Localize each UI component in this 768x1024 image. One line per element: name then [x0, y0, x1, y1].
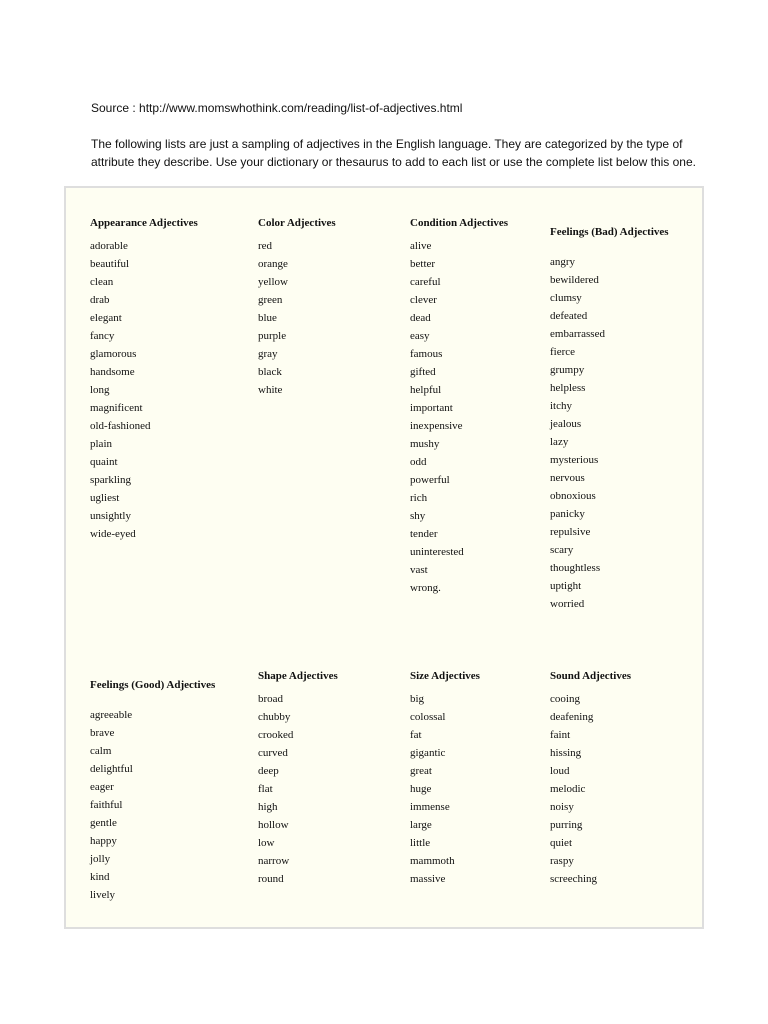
- adjective-item: nervous: [550, 472, 585, 484]
- adjective-item: inexpensive: [410, 420, 463, 432]
- adjective-item: lazy: [550, 436, 569, 448]
- word-list: [410, 690, 480, 888]
- adjective-item: gifted: [410, 366, 436, 378]
- adjective-item: easy: [410, 330, 430, 342]
- adjective-item: vast: [410, 564, 428, 576]
- column-feelings-bad: [550, 225, 669, 613]
- adjective-item: gentle: [90, 817, 117, 829]
- intro-line-2: attribute they describe. Use your dictionary or thesaurus to add to each list or use the complete list below this one.: [91, 155, 696, 169]
- column-title: Feelings (Bad) Adjectives: [550, 226, 669, 238]
- adjective-item: kind: [90, 871, 110, 883]
- adjective-item: handsome: [90, 366, 135, 378]
- column-title: Feelings (Good) Adjectives: [90, 679, 216, 691]
- adjective-item: eager: [90, 781, 114, 793]
- adjective-item: uninterested: [410, 546, 464, 558]
- adjective-item: thoughtless: [550, 562, 601, 574]
- column-title: Condition Adjectives: [410, 217, 509, 229]
- adjective-item: orange: [258, 258, 288, 270]
- adjective-item: obnoxious: [550, 490, 596, 502]
- adjective-item: white: [258, 384, 283, 396]
- word-list: [90, 706, 215, 904]
- word-list: [550, 253, 669, 613]
- adjective-item: clumsy: [550, 292, 582, 304]
- adjective-item: rich: [410, 492, 428, 504]
- adjective-item: clean: [90, 276, 114, 288]
- adjective-item: clever: [410, 294, 437, 306]
- adjective-item: fancy: [90, 330, 115, 342]
- column-color: [258, 216, 336, 399]
- adjective-item: tender: [410, 528, 438, 540]
- column-appearance: [90, 216, 198, 543]
- adjective-item: brave: [90, 727, 115, 739]
- adjective-item: lively: [90, 889, 116, 901]
- adjective-item: wrong.: [410, 582, 441, 594]
- adjective-item: noisy: [550, 801, 574, 813]
- adjective-item: immense: [410, 801, 450, 813]
- adjective-item: jealous: [550, 418, 582, 430]
- adjective-item: adorable: [90, 240, 128, 252]
- adjective-item: huge: [410, 783, 432, 795]
- adjective-item: helpless: [550, 382, 586, 394]
- adjective-item: purple: [258, 330, 287, 342]
- column-feelings-good: [90, 678, 215, 904]
- adjectives-table: [64, 186, 704, 929]
- adjective-item: elegant: [90, 312, 122, 324]
- adjective-item: long: [90, 384, 110, 396]
- word-list: [410, 237, 508, 597]
- adjective-item: worried: [550, 598, 585, 610]
- adjective-item: deep: [258, 765, 279, 777]
- adjective-item: mushy: [410, 438, 440, 450]
- adjective-item: famous: [410, 348, 443, 360]
- column-title: Size Adjectives: [410, 670, 480, 682]
- adjective-item: deafening: [550, 711, 594, 723]
- adjective-item: agreeable: [90, 709, 133, 721]
- adjective-item: fierce: [550, 346, 576, 358]
- adjective-item: purring: [550, 819, 583, 831]
- adjective-item: careful: [410, 276, 441, 288]
- adjective-item: melodic: [550, 783, 586, 795]
- adjective-item: flat: [258, 783, 273, 795]
- intro-line-1: The following lists are just a sampling of adjectives in the English language. They are categorized by the type of: [91, 137, 683, 151]
- adjective-item: round: [258, 873, 284, 885]
- adjective-item: black: [258, 366, 282, 378]
- adjective-item: alive: [410, 240, 432, 252]
- adjective-item: wide-eyed: [90, 528, 136, 540]
- adjective-item: jolly: [90, 853, 111, 865]
- adjective-item: better: [410, 258, 436, 270]
- source-line: Source : http://www.momswhothink.com/reading/list-of-adjectives.html: [91, 101, 463, 115]
- adjective-item: embarrassed: [550, 328, 605, 340]
- adjective-item: green: [258, 294, 283, 306]
- word-list: [258, 690, 338, 888]
- adjective-item: large: [410, 819, 432, 831]
- adjective-item: shy: [410, 510, 426, 522]
- column-title: Sound Adjectives: [550, 670, 631, 682]
- adjective-item: drab: [90, 294, 110, 306]
- adjective-item: yellow: [258, 276, 288, 288]
- adjective-item: raspy: [550, 855, 574, 867]
- adjective-item: low: [258, 837, 275, 849]
- adjective-item: big: [410, 693, 425, 705]
- adjective-item: hollow: [258, 819, 289, 831]
- word-list: [258, 237, 336, 399]
- adjective-item: panicky: [550, 508, 585, 520]
- adjective-item: sparkling: [90, 474, 131, 486]
- adjective-item: faithful: [90, 799, 123, 811]
- adjective-item: beautiful: [90, 258, 130, 270]
- word-list: [550, 690, 631, 888]
- adjective-item: delightful: [90, 763, 133, 775]
- adjective-item: ugliest: [90, 492, 120, 504]
- adjective-item: unsightly: [90, 510, 131, 522]
- word-list: [90, 237, 198, 543]
- column-title: Appearance Adjectives: [90, 217, 198, 229]
- adjective-item: angry: [550, 256, 576, 268]
- adjective-item: broad: [258, 693, 284, 705]
- adjective-item: faint: [550, 729, 571, 741]
- adjective-item: important: [410, 402, 453, 414]
- adjective-item: quaint: [90, 456, 118, 468]
- adjective-item: calm: [90, 745, 112, 757]
- adjective-item: loud: [550, 765, 570, 777]
- adjective-item: grumpy: [550, 364, 585, 376]
- adjective-item: massive: [410, 873, 446, 885]
- adjective-item: plain: [90, 438, 112, 450]
- adjective-item: fat: [410, 729, 422, 741]
- column-title: Shape Adjectives: [258, 670, 338, 682]
- column-sound: [550, 669, 631, 888]
- adjective-item: glamorous: [90, 348, 137, 360]
- adjective-item: dead: [410, 312, 431, 324]
- adjective-item: itchy: [550, 400, 572, 412]
- adjective-item: little: [410, 837, 431, 849]
- adjective-item: helpful: [410, 384, 442, 396]
- adjective-item: defeated: [550, 310, 588, 322]
- adjective-item: quiet: [550, 837, 572, 849]
- adjective-item: magnificent: [90, 402, 143, 414]
- adjective-item: colossal: [410, 711, 446, 723]
- adjective-item: screeching: [550, 873, 598, 885]
- adjective-item: red: [258, 240, 273, 252]
- adjective-item: blue: [258, 312, 277, 324]
- adjective-item: uptight: [550, 580, 582, 592]
- column-condition: [410, 216, 508, 597]
- adjective-item: mysterious: [550, 454, 599, 466]
- column-shape: [258, 669, 338, 888]
- adjective-item: great: [410, 765, 432, 777]
- adjective-item: bewildered: [550, 274, 599, 286]
- adjective-item: curved: [258, 747, 288, 759]
- adjective-item: old-fashioned: [90, 420, 151, 432]
- adjective-item: gigantic: [410, 747, 446, 759]
- adjective-item: chubby: [258, 711, 291, 723]
- column-size: [410, 669, 480, 888]
- adjective-item: scary: [550, 544, 574, 556]
- adjective-item: repulsive: [550, 526, 591, 538]
- adjective-item: narrow: [258, 855, 290, 867]
- adjective-item: crooked: [258, 729, 294, 741]
- adjective-item: odd: [410, 456, 427, 468]
- adjective-item: mammoth: [410, 855, 455, 867]
- adjective-item: happy: [90, 835, 117, 847]
- adjective-item: high: [258, 801, 278, 813]
- adjective-item: hissing: [550, 747, 582, 759]
- adjective-item: gray: [258, 348, 278, 360]
- column-title: Color Adjectives: [258, 217, 336, 229]
- adjective-item: cooing: [550, 693, 580, 705]
- adjective-item: powerful: [410, 474, 450, 486]
- intro-paragraph: [91, 135, 711, 171]
